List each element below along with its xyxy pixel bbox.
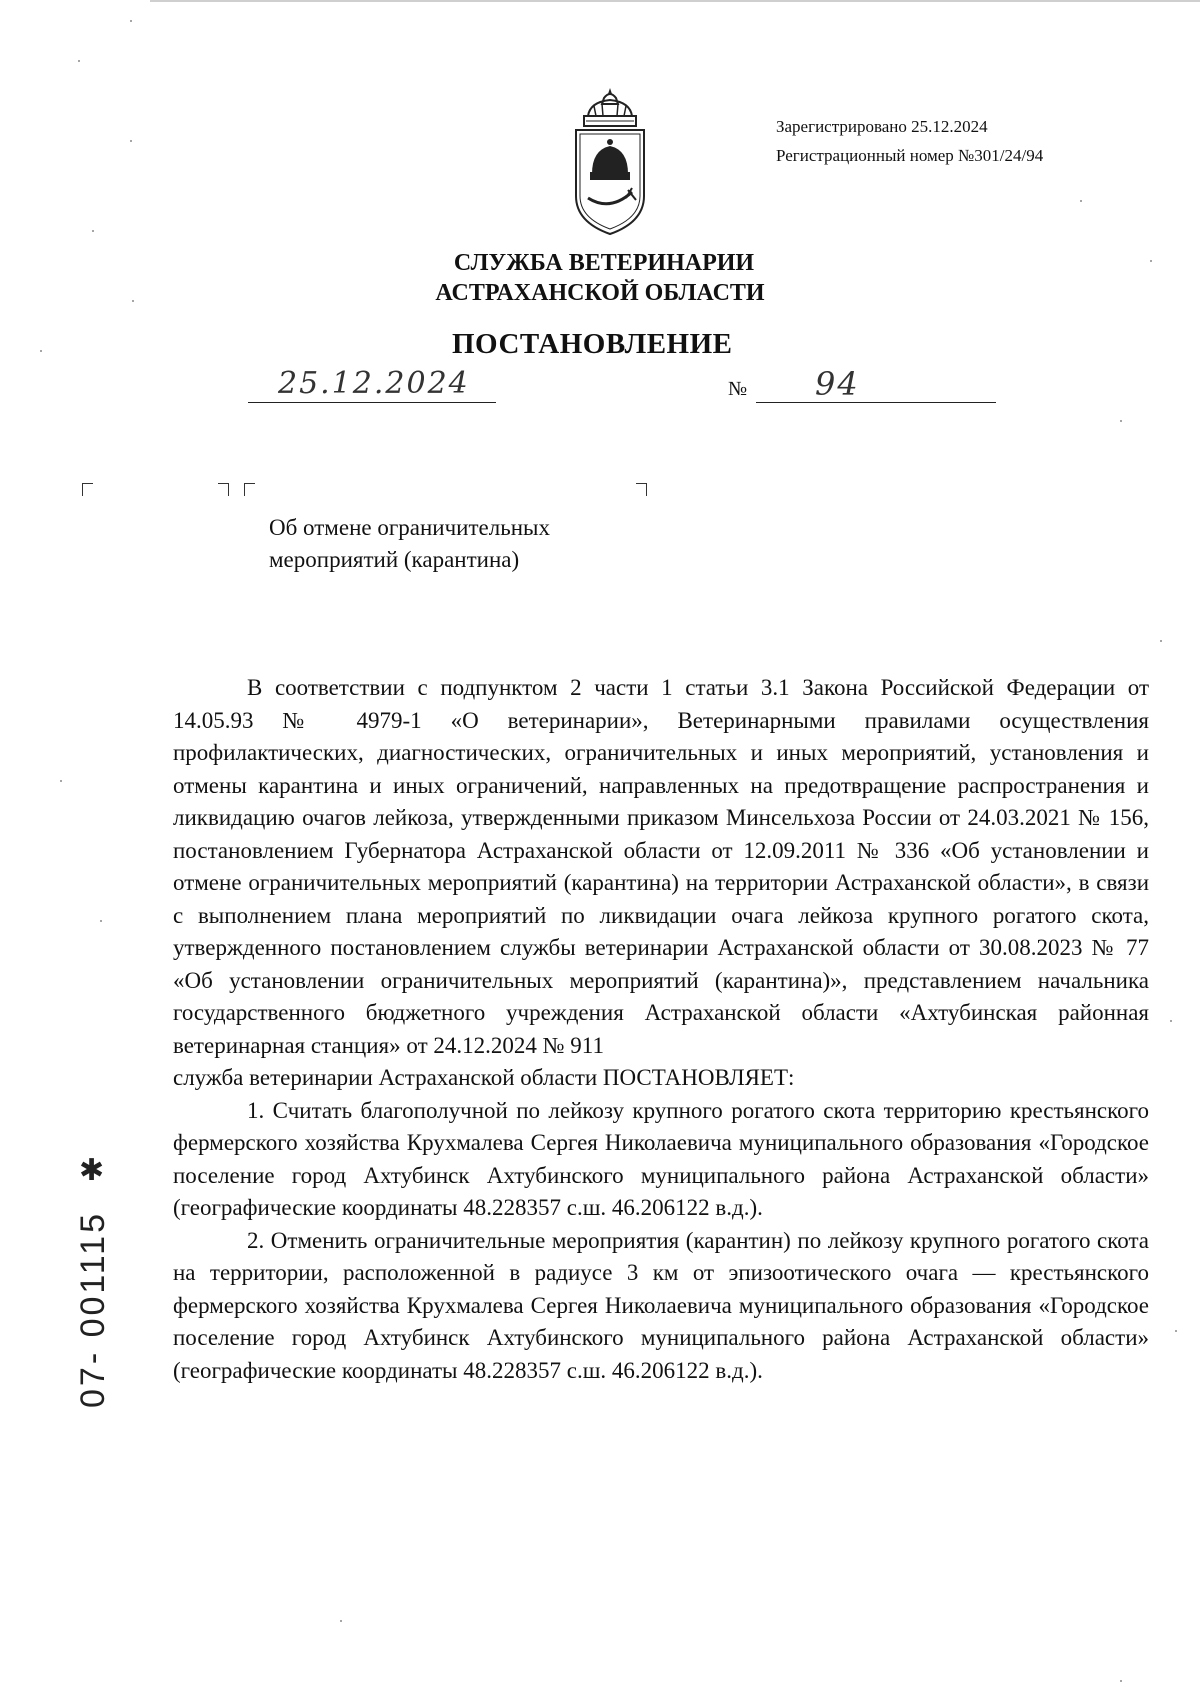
agency-name-line1: СЛУЖБА ВЕТЕРИНАРИИ [453, 250, 755, 276]
registration-stamp [776, 112, 1043, 170]
resolution-line: служба ветеринарии Астраханской области ПОСТАНОВЛЯЕТ: [173, 1065, 795, 1090]
registration-date: Зарегистрировано 25.12.2024 [776, 117, 988, 136]
handwritten-number: 94 [815, 365, 860, 403]
scan-border [150, 0, 1200, 2]
subject-corner-mark-right [636, 483, 647, 496]
agency-name [0, 248, 1200, 308]
subject-line1: Об отмене ограничительных [269, 515, 550, 540]
side-asterisk-mark: ✱ [79, 1154, 105, 1187]
subject-corner-mark-left-end [218, 483, 229, 496]
side-registration-code: 07- 001115 [74, 1211, 112, 1408]
subject-line2: мероприятий (карантина) [269, 547, 520, 572]
document-type-title: ПОСТАНОВЛЕНИЕ [452, 328, 733, 360]
resolution-item-2: 2. Отменить ограничительные мероприятия (карантин) по лейкозу крупного рогатого скота на территории, расположенной в радиусе 3 км от эпизоотического очага — крестьянского фермерского хозяйства Крухмалева Сергея Николаевича муниципального образования «Городское поселение город Ахтубинск Ахтубинского муниципального района Астраханской области» (географические координаты 48.228357 с.ш. 46.206122 в.д.). [173, 1227, 1149, 1383]
document-body [173, 672, 1149, 1387]
registration-number: Регистрационный номер №301/24/94 [776, 146, 1044, 165]
preamble-paragraph: В соответствии с подпунктом 2 части 1 статьи 3.1 Закона Российской Федерации от 14.05.93 № 4979-1 «О ветеринарии», Ветеринарными правилами осуществления профилактических, диагностических, ограничительных и иных мероприятий, установления и отмены карантина и иных ограничений, направленных на предотвращение распространения и ликвидацию очагов лейкоза, утвержденными приказом Минсельхоза России от 24.03.2021 № 156, постановлением Губернатора Астраханской области от 12.09.2011 № 336 «Об установлении и отмене ограничительных мероприятий (карантина) на территории Астраханской области», в связи с выполнением плана мероприятий по ликвидации очага лейкоза крупного рогатого скота, утвержденного постановлением службы ветеринарии Астраханской области от 30.08.2023 № 77 «Об установлении ограничительных мероприятий (карантина)», представлением начальника государственного бюджетного учреждения Астраханской области «Ахтубинская районная ветеринарная станция» от 24.12.2024 № 911 [173, 675, 1149, 1058]
coat-of-arms-emblem [566, 86, 654, 238]
subject-corner-mark-left [244, 483, 255, 496]
number-sign: № [728, 378, 748, 400]
handwritten-date: 25.12.2024 [278, 366, 470, 401]
number-underline [756, 372, 996, 403]
margin-corner-mark [82, 483, 93, 496]
agency-name-line2: АСТРАХАНСКОЙ ОБЛАСТИ [435, 280, 765, 306]
document-subject [269, 512, 550, 576]
resolution-item-1: 1. Считать благополучной по лейкозу крупного рогатого скота территорию крестьянского фермерского хозяйства Крухмалева Сергея Николаевича муниципального образования «Городское поселение город Ахтубинск Ахтубинского муниципального района Астраханской области» (географические координаты 48.228357 с.ш. 46.206122 в.д.). [173, 1097, 1149, 1220]
